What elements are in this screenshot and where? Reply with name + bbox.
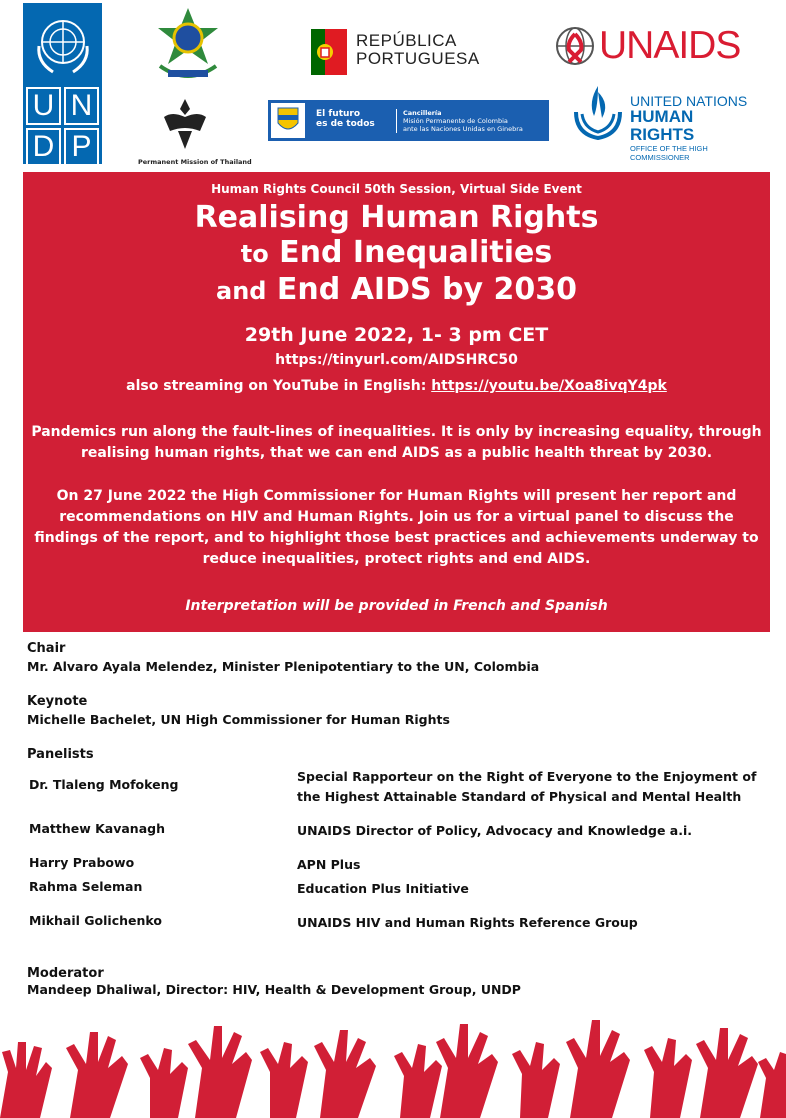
colombia-org-line2: Misión Permanente de Colombia [403, 117, 508, 125]
table-row [27, 913, 762, 933]
chair-section [27, 641, 539, 674]
colombia-org-line3: ante las Naciones Unidas en Ginebra [403, 125, 523, 133]
portugal-logo-text [356, 32, 480, 68]
undp-letter: D [26, 128, 61, 166]
un-emblem-icon [26, 6, 99, 84]
title-line2-small: to [240, 240, 269, 268]
colombia-logo [268, 100, 549, 141]
ohchr-line3: OFFICE OF THE HIGH COMMISSIONER [630, 144, 708, 162]
colombia-org [396, 109, 523, 133]
table-row [27, 879, 762, 899]
portugal-flag-icon [311, 29, 347, 75]
ohchr-line1: UNITED NATIONS [630, 93, 748, 109]
panelist-name: Rahma Seleman [29, 879, 143, 894]
table-row [27, 821, 762, 841]
chair-heading: Chair [27, 641, 66, 656]
undp-logo [23, 3, 102, 164]
keynote-heading: Keynote [27, 694, 88, 709]
portugal-line1: REPÚBLICA [356, 31, 457, 50]
undp-letter: U [26, 87, 61, 125]
panelists-heading: Panelists [27, 747, 94, 762]
keynote-value: Michelle Bachelet, UN High Commissioner for Human Rights [27, 712, 450, 727]
colombia-org-line1: Cancillería [403, 109, 442, 117]
colombia-motto-line2: es de todos [316, 119, 375, 129]
ohchr-text [630, 94, 760, 162]
colombia-motto-line1: El futuro [316, 109, 361, 119]
stream-prefix: also streaming on YouTube in English: [126, 378, 432, 394]
ohchr-flame-icon [570, 82, 626, 142]
youtube-link[interactable]: https://youtu.be/Xoa8ivqY4pk [431, 378, 667, 394]
panelist-name: Mikhail Golichenko [29, 913, 162, 928]
colombia-motto [316, 109, 375, 129]
colombia-shield-icon [271, 103, 305, 138]
title-line1: Realising Human Rights [194, 200, 599, 235]
keynote-section [27, 694, 450, 727]
moderator-value: Mandeep Dhaliwal, Director: HIV, Health & Development Group, UNDP [27, 982, 521, 997]
table-row [27, 767, 762, 807]
thailand-garuda-emblem-icon [160, 95, 210, 153]
brazil-coat-of-arms-icon [150, 6, 226, 86]
title-line3-small: and [216, 277, 267, 305]
panelist-role: UNAIDS Director of Policy, Advocacy and Knowledge a.i. [297, 823, 693, 838]
moderator-heading: Moderator [27, 966, 104, 981]
ohchr-line2: HUMAN RIGHTS [630, 107, 695, 144]
panelist-name: Matthew Kavanagh [29, 821, 165, 836]
unaids-logo [555, 24, 740, 68]
title-line2: End Inequalities [279, 235, 553, 270]
ohchr-logo [570, 82, 760, 162]
description-paragraph: On 27 June 2022 the High Commissioner for Human Rights will present her report and recommendations on HIV and Human Rights. Join us for a virtual panel to discuss the findings of the report, and to highlight those best practices and achievements underway to reduce inequalities, protect rights and end AIDS. [34, 488, 759, 567]
unaids-wordmark: UNAIDS [599, 24, 741, 67]
event-title [23, 200, 770, 309]
chair-value: Mr. Alvaro Ayala Melendez, Minister Plenipotentiary to the UN, Colombia [27, 659, 540, 674]
portugal-line2: PORTUGUESA [356, 49, 480, 68]
logo-strip [0, 0, 786, 172]
event-date: 29th June 2022, 1- 3 pm CET [244, 324, 549, 346]
undp-letter: N [64, 87, 99, 125]
streaming-line [23, 378, 770, 394]
interpretation-note: Interpretation will be provided in French and Spanish [185, 598, 608, 614]
intro-paragraph: Pandemics run along the fault-lines of inequalities. It is only by increasing equality, through realising human rights, that we can end AIDS as a public health threat by 2030. [31, 424, 762, 461]
table-row [27, 855, 762, 875]
event-banner [23, 172, 770, 632]
event-subtitle: Human Rights Council 50th Session, Virtual Side Event [211, 182, 582, 196]
moderator-section [27, 966, 521, 997]
title-line3: End AIDS by 2030 [276, 272, 577, 307]
panelist-role: APN Plus [297, 857, 361, 872]
undp-letter: P [64, 128, 99, 166]
panelist-name: Harry Prabowo [29, 855, 135, 870]
event-url-link[interactable]: https://tinyurl.com/AIDSHRC50 [275, 352, 518, 368]
panelist-role: UNAIDS HIV and Human Rights Reference Group [297, 915, 638, 930]
panelist-role: Education Plus Initiative [297, 881, 469, 896]
raised-hands-illustration [0, 1012, 786, 1118]
thailand-caption: Permanent Mission of Thailand [138, 158, 252, 166]
panelist-role: Special Rapporteur on the Right of Everyone to the Enjoyment of the Highest Attainable Standard of Physical and Mental Health [297, 769, 757, 804]
red-ribbon-globe-icon [555, 26, 595, 66]
panelist-name: Dr. Tlaleng Mofokeng [29, 777, 179, 792]
